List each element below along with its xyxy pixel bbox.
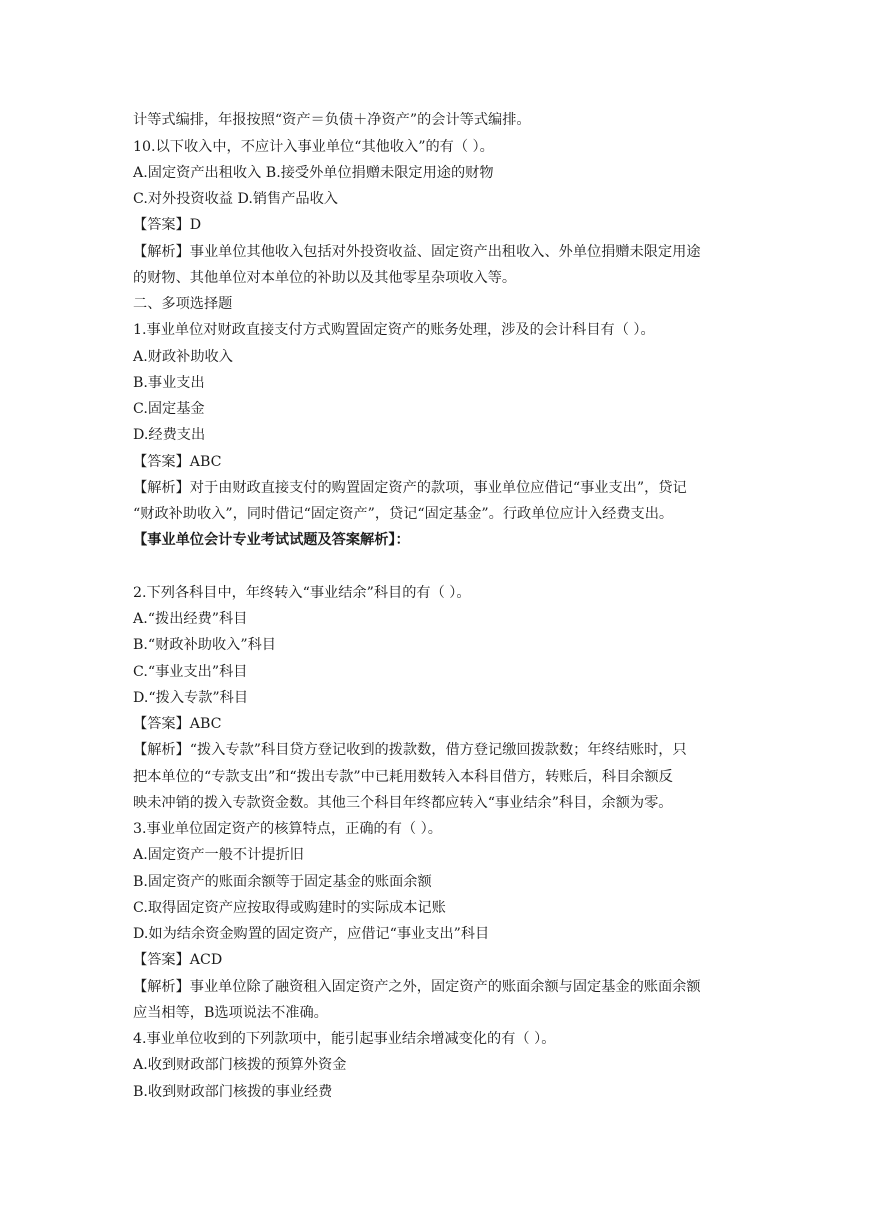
option-line: B.固定资产的账面余额等于固定基金的账面余额 — [133, 874, 432, 890]
option-line: B.收到财政部门核拨的事业经费 — [133, 1084, 333, 1100]
answer-line: 【答案】ABC — [133, 716, 222, 732]
option-line: A.固定资产一般不计提折旧 — [133, 847, 304, 863]
explanation-line: 【解析】“拨入专款”科目贷方登记收到的拨款数，借方登记缴回拨款数；年终结账时，只 — [133, 742, 687, 758]
explanation-line: “财政补助收入”，同时借记“固定资产”，贷记“固定基金”。行政单位应计入经费支出。 — [133, 506, 674, 522]
option-line: D.经费支出 — [133, 427, 206, 443]
question-10: 10.以下收入中，不应计入事业单位“其他收入”的有（ ）。 — [133, 139, 494, 155]
option-line: D.如为结余资金购置的固定资产，应借记“事业支出”科目 — [133, 926, 490, 942]
option-line: C.取得固定资产应按取得或购建时的实际成本记账 — [133, 900, 446, 916]
option-line: C.对外投资收益 D.销售产品收入 — [133, 191, 338, 207]
explanation-line: 应当相等，B选项说法不准确。 — [133, 1005, 328, 1021]
question-1: 1.事业单位对财政直接支付方式购置固定资产的账务处理，涉及的会计科目有（ ）。 — [133, 322, 655, 338]
option-line: B.“财政补助收入”科目 — [133, 637, 276, 653]
question-2: 2.下列各科目中，年终转入“事业结余”科目的有（ ）。 — [133, 585, 471, 601]
explanation-line: 【解析】对于由财政直接支付的购置固定资产的款项，事业单位应借记“事业支出”，贷记 — [133, 480, 687, 496]
option-line: D.“拨入专款”科目 — [133, 690, 249, 706]
explanation-line: 映未冲销的拨入专款资金数。其他三个科目年终都应转入“事业结余”科目，余额为零。 — [133, 795, 673, 811]
question-3: 3.事业单位固定资产的核算特点，正确的有（ ）。 — [133, 821, 442, 837]
answer-line: 【答案】ABC — [133, 454, 222, 470]
answer-line: 【答案】D — [133, 217, 202, 233]
section-heading: 二、多项选择题 — [133, 296, 233, 312]
option-line: B.事业支出 — [133, 375, 205, 391]
explanation-line: 把本单位的“专款支出”和“拨出专款”中已耗用数转入本科目借方，转账后，科目余额反 — [133, 769, 673, 785]
question-4: 4.事业单位收到的下列款项中，能引起事业结余增减变化的有（ ）。 — [133, 1031, 556, 1047]
text-line: 计等式编排，年报按照“资产＝负债＋净资产”的会计等式编排。 — [133, 112, 531, 128]
explanation-line: 【解析】事业单位其他收入包括对外投资收益、固定资产出租收入、外单位捐赠未限定用途 — [133, 244, 701, 260]
option-line: C.“事业支出”科目 — [133, 664, 248, 680]
option-line: A.收到财政部门核拨的预算外资金 — [133, 1057, 347, 1073]
option-line: A.固定资产出租收入 B.接受外单位捐赠未限定用途的财物 — [133, 165, 494, 181]
inserted-heading: 【事业单位会计专业考试试题及答案解析】： — [133, 532, 410, 548]
explanation-line: 的财物、其他单位对本单位的补助以及其他零星杂项收入等。 — [133, 270, 517, 286]
answer-line: 【答案】ACD — [133, 952, 223, 968]
option-line: C.固定基金 — [133, 401, 205, 417]
option-line: A.财政补助收入 — [133, 349, 233, 365]
option-line: A.“拨出经费”科目 — [133, 611, 248, 627]
explanation-line: 【解析】事业单位除了融资租入固定资产之外，固定资产的账面余额与固定基金的账面余额 — [133, 979, 701, 995]
